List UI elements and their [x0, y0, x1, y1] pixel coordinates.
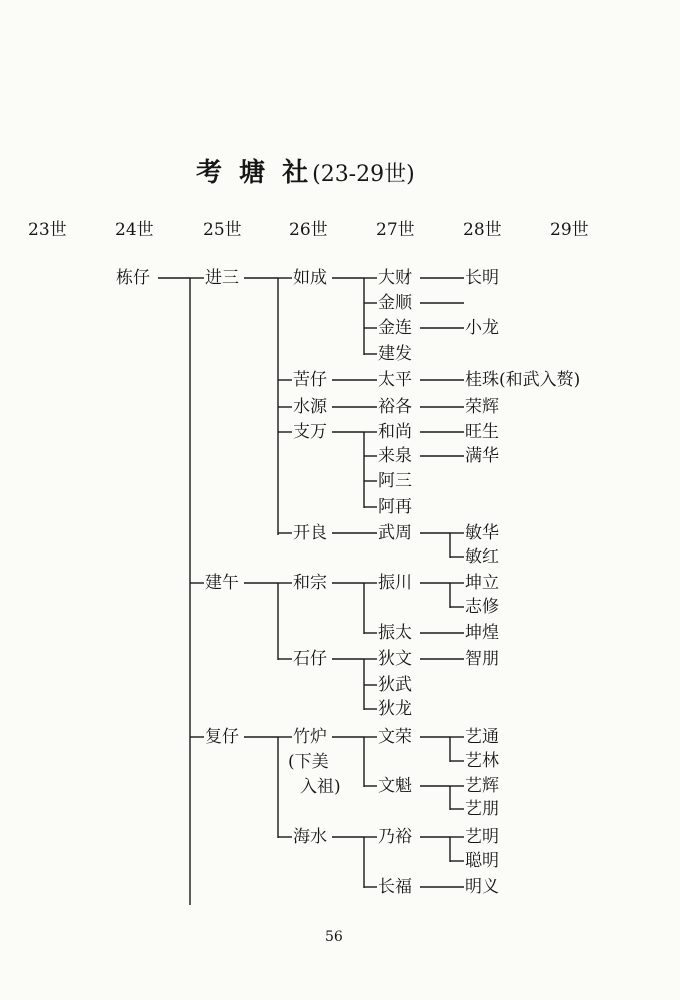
generation-label: 28世	[463, 220, 502, 240]
tree-node-g28: 满华	[465, 446, 499, 466]
generation-label: 25世	[203, 220, 242, 240]
tree-node-g26: 水源	[293, 397, 327, 417]
tree-node-g27: 金连	[378, 318, 412, 338]
tree-node-g27: 狄武	[378, 675, 412, 695]
tree-node-g25: 进三	[205, 268, 239, 288]
tree-node-g25: 建午	[205, 573, 239, 593]
tree-node-g26: 石仔	[293, 649, 327, 669]
tree-node-note: 入祖)	[300, 777, 341, 797]
tree-node-g28: 志修	[465, 597, 499, 617]
generation-label: 23世	[28, 220, 67, 240]
tree-node-g28: 艺朋	[465, 799, 499, 819]
tree-node-g26: 海水	[293, 827, 327, 847]
tree-node-g26: 支万	[293, 422, 327, 442]
tree-node-g27: 振川	[378, 573, 412, 593]
tree-node-g28: 小龙	[465, 318, 499, 338]
tree-node-g26: 开良	[293, 523, 327, 543]
tree-node-g27: 乃裕	[378, 827, 412, 847]
generation-label: 27世	[376, 220, 415, 240]
tree-node-g28: 旺生	[465, 422, 499, 442]
tree-node-g28: 艺明	[465, 827, 499, 847]
tree-node-g27: 和尚	[378, 422, 412, 442]
tree-node-g28: 聪明	[465, 851, 499, 871]
tree-node-g24: 栋仔	[116, 268, 150, 288]
page-number: 56	[325, 929, 343, 945]
tree-node-g27: 狄文	[378, 649, 412, 669]
tree-node-g27: 太平	[378, 370, 412, 390]
tree-node-g26: 竹炉	[293, 727, 327, 747]
title-range: (23-29世)	[312, 162, 415, 187]
title-main: 考 塘 社	[196, 158, 313, 188]
tree-node-g27: 阿三	[378, 471, 412, 491]
tree-node-g27: 长福	[378, 877, 412, 897]
tree-node-g27: 裕各	[378, 397, 412, 417]
generation-label: 29世	[550, 220, 589, 240]
tree-node-g27: 文魁	[378, 776, 412, 796]
tree-node-g28: 桂珠(和武入赘)	[465, 370, 581, 390]
tree-node-g28: 艺辉	[465, 776, 499, 796]
tree-node-g28: 坤立	[465, 573, 499, 593]
generation-label: 26世	[289, 220, 328, 240]
tree-node-g27: 武周	[378, 523, 412, 543]
tree-node-g27: 文荣	[378, 727, 412, 747]
tree-node-g28: 荣辉	[465, 397, 499, 417]
tree-node-g27: 狄龙	[378, 699, 412, 719]
tree-node-g26: 和宗	[293, 573, 327, 593]
tree-node-g28: 智朋	[465, 649, 499, 669]
generation-label: 24世	[115, 220, 154, 240]
tree-node-g26: 如成	[293, 268, 327, 288]
tree-node-g27: 阿再	[378, 497, 412, 517]
tree-node-g28: 坤煌	[465, 623, 499, 643]
tree-node-g28: 敏华	[465, 523, 499, 543]
tree-node-g28: 艺通	[465, 727, 499, 747]
tree-node-g28: 艺林	[465, 751, 499, 771]
tree-node-g27: 建发	[378, 344, 412, 364]
tree-node-g28: 敏红	[465, 547, 499, 567]
tree-node-g27: 大财	[378, 268, 412, 288]
tree-node-g27: 金顺	[378, 293, 412, 313]
tree-node-g28: 明义	[465, 877, 499, 897]
tree-node-g25: 复仔	[205, 727, 239, 747]
tree-node-g28: 长明	[465, 268, 499, 288]
tree-node-g27: 振太	[378, 623, 412, 643]
tree-node-g26: 苦仔	[293, 370, 327, 390]
tree-node-note: (下美	[288, 752, 329, 772]
tree-node-g27: 来泉	[378, 446, 412, 466]
